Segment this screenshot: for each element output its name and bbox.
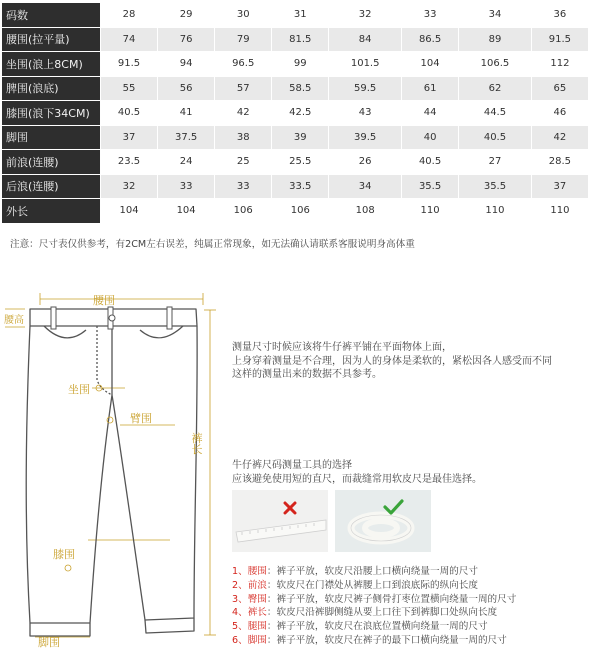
table-cell: 32 [101,174,158,199]
instr-line-3: 这样的测量出来的数据不具参考。 [232,369,382,380]
table-cell: 81.5 [272,27,329,52]
pants-illustration [0,280,230,644]
table-cell: 99 [272,52,329,77]
label-knee: 膝围 [53,548,75,561]
instr-line-1: 测量尺寸时候应该将牛仔裤平铺在平面物体上面， [232,342,452,353]
legend-item: 6、脚围：裤子平放，软皮尺在裤子的最下口横向绕量一周的尺寸 [232,634,507,646]
measure-instructions [232,341,582,382]
table-cell: 40 [402,125,459,150]
tool-line-2: 应该避免使用短的直尺，而裁缝常用软皮尺是最佳选择。 [232,473,482,485]
table-cell: 104 [402,52,459,77]
table-cell: 74 [101,27,158,52]
table-cell: 62 [459,76,532,101]
size-header-cell: 33 [402,3,459,27]
table-cell: 35.5 [402,174,459,199]
table-cell: 106 [272,199,329,224]
table-cell: 23.5 [101,150,158,175]
table-cell: 91.5 [101,52,158,77]
table-cell: 33 [158,174,215,199]
table-cell: 40.5 [101,101,158,126]
table-row [2,150,589,175]
tool-selection [232,459,482,486]
table-cell: 37 [101,125,158,150]
row-label: 脚围 [2,125,101,150]
table-cell: 25.5 [272,150,329,175]
pants-figure [0,280,230,649]
tape-measure-photo [335,490,431,552]
size-note: 注意：尺寸表仅供参考，有2CM左右误差，纯属正常现象，如无法确认请联系客服说明身高体重 [10,239,415,250]
table-cell: 33 [215,174,272,199]
table-cell: 25 [215,150,272,175]
table-cell: 91.5 [531,27,588,52]
table-cell: 104 [158,199,215,224]
table-cell: 39.5 [329,125,402,150]
size-header-cell: 28 [101,3,158,27]
legend-item: 3、臀围：裤子平放，软皮尺裤子侧骨打枣位置横向绕量一周的尺寸 [232,593,517,605]
label-waist-height: 腰高 [4,315,24,326]
table-cell: 42 [531,125,588,150]
table-cell: 55 [101,76,158,101]
row-label: 外长 [2,199,101,224]
size-header-row [2,3,589,27]
size-header-cell: 29 [158,3,215,27]
label-waist: 腰围 [93,294,115,307]
table-cell: 42 [215,101,272,126]
size-header-cell: 32 [329,3,402,27]
table-cell: 86.5 [402,27,459,52]
table-cell: 56 [158,76,215,101]
label-seat: 坐围 [68,383,90,396]
table-row [2,52,589,77]
label-thigh: 臂围 [130,412,152,425]
table-row [2,101,589,126]
size-table-body [2,3,589,223]
table-cell: 110 [459,199,532,224]
instr-line-2: 上身穿着测量是不合理，因为人的身体是柔软的，紧松因各人感受而不同 [232,355,552,367]
table-cell: 57 [215,76,272,101]
table-cell: 110 [531,199,588,224]
table-cell: 108 [329,199,402,224]
row-label: 后浪(连腰) [2,174,101,199]
table-row [2,174,589,199]
table-cell: 110 [402,199,459,224]
legend-item: 4、裤长：软皮尺沿裤脚侧缝从要上口往下到裤脚口处纵向长度 [232,607,498,619]
table-cell: 39 [272,125,329,150]
table-cell: 106.5 [459,52,532,77]
legend-item: 5、腿围：裤子平放，软皮尺在浪底位置横向绕量一周的尺寸 [232,621,488,633]
size-header-cell: 36 [531,3,588,27]
table-cell: 37.5 [158,125,215,150]
table-cell: 40.5 [402,150,459,175]
table-cell: 44 [402,101,459,126]
row-label: 前浪(连腰) [2,150,101,175]
legend-item: 1、腰围：裤子平放，软皮尺沿腰上口横向绕量一周的尺寸 [232,566,478,577]
table-cell: 27 [459,150,532,175]
measure-legend [232,565,516,648]
table-row [2,76,589,101]
row-label: 膝围(浪下34CM) [2,101,101,126]
table-cell: 38 [215,125,272,150]
table-cell: 104 [101,199,158,224]
tool-line-1: 牛仔裤尺码测量工具的选择 [232,460,352,471]
table-cell: 101.5 [329,52,402,77]
table-cell: 40.5 [459,125,532,150]
table-cell: 24 [158,150,215,175]
table-cell: 28.5 [531,150,588,175]
ruler-photo [232,490,328,552]
table-cell: 35.5 [459,174,532,199]
table-cell: 112 [531,52,588,77]
size-header-cell: 34 [459,3,532,27]
size-header-cell: 30 [215,3,272,27]
table-cell: 41 [158,101,215,126]
table-cell: 79 [215,27,272,52]
table-cell: 84 [329,27,402,52]
table-cell: 76 [158,27,215,52]
table-cell: 58.5 [272,76,329,101]
table-cell: 34 [329,174,402,199]
table-row [2,199,589,224]
table-cell: 46 [531,101,588,126]
label-length: 裤长 [191,432,203,456]
table-cell: 94 [158,52,215,77]
size-header-cell: 31 [272,3,329,27]
legend-item: 2、前浪：软皮尺在门襟处从裤腰上口到浪底际的纵向长度 [232,579,478,591]
row-label: 脾围(浪底) [2,76,101,101]
table-cell: 59.5 [329,76,402,101]
table-cell: 44.5 [459,101,532,126]
label-hem: 脚围 [38,636,60,649]
table-cell: 89 [459,27,532,52]
table-cell: 26 [329,150,402,175]
table-cell: 65 [531,76,588,101]
table-cell: 43 [329,101,402,126]
table-cell: 37 [531,174,588,199]
table-cell: 106 [215,199,272,224]
row-label: 坐围(浪上8CM) [2,52,101,77]
table-cell: 96.5 [215,52,272,77]
table-cell: 61 [402,76,459,101]
table-row [2,27,589,52]
header-label: 码数 [2,3,101,27]
table-cell: 33.5 [272,174,329,199]
table-cell: 42.5 [272,101,329,126]
row-label: 腰围(拉平量) [2,27,101,52]
size-table [2,3,589,224]
table-row [2,125,589,150]
